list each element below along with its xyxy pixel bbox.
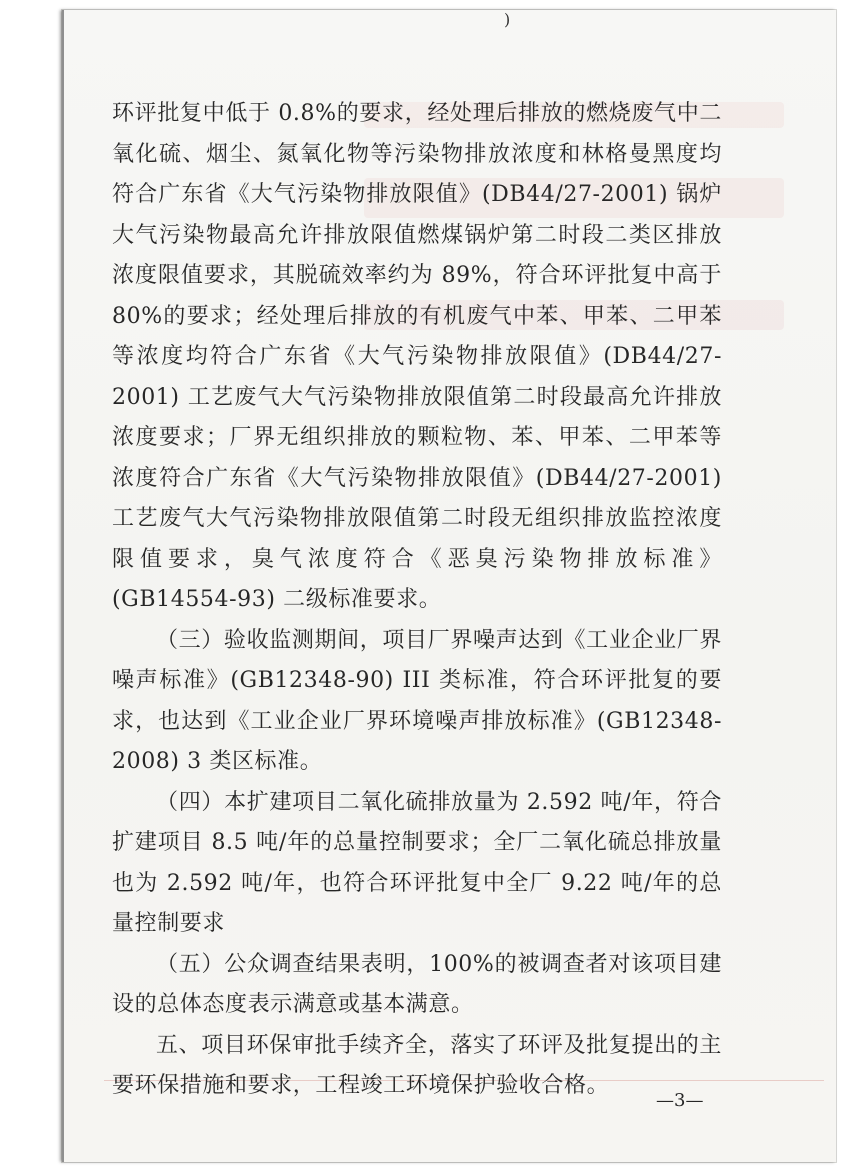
document-body <box>112 94 722 1107</box>
paragraph-emissions: 环评批复中低于 0.8%的要求，经处理后排放的燃烧废气中二氧化硫、烟尘、氮氧化物等污染物排放浓度和林格曼黑度均符合广东省《大气污染物排放限值》(DB44/27-2001) 锅炉大气污染物最高允许排放限值燃煤锅炉第二时段二类区排放浓度限值要求，其脱硫效率约为 89%，符合环评批复中高于 80%的要求；经处理后排放的有机废气中苯、甲苯、二甲苯等浓度均符合广东省《大气污染物排放限值》(DB44/27-2001) 工艺废气大气污染物排放限值第二时段最高允许排放浓度要求；厂界无组织排放的颗粒物、苯、甲苯、二甲苯等浓度符合广东省《大气污染物排放限值》(DB44/27-2001) 工艺废气大气污染物排放限值第二时段无组织排放监控浓度限值要求，臭气浓度符合《恶臭污染物排放标准》(GB14554-93) 二级标准要求。 <box>112 101 722 612</box>
paragraph-conclusion: 五、项目环保审批手续齐全，落实了环评及批复提出的主要环保措施和要求，工程竣工环境保护验收合格。 <box>112 1032 722 1098</box>
top-mark: ) <box>504 10 511 29</box>
document-page <box>62 10 836 1162</box>
paragraph-public-survey: （五）公众调查结果表明，100%的被调查者对该项目建设的总体态度表示满意或基本满意。 <box>112 951 722 1017</box>
page-number: —3— <box>656 1090 704 1111</box>
paragraph-noise: （三）验收监测期间，项目厂界噪声达到《工业企业厂界噪声标准》(GB12348-90) III 类标准，符合环评批复的要求，也达到《工业企业厂界环境噪声排放标准》(GB12348-2008) 3 类区标准。 <box>112 627 722 774</box>
paragraph-so2-total: （四）本扩建项目二氧化硫排放量为 2.592 吨/年，符合扩建项目 8.5 吨/年的总量控制要求；全厂二氧化硫总排放量也为 2.592 吨/年，也符合环评批复中全厂 9.22 吨/年的总量控制要求 <box>112 789 722 936</box>
